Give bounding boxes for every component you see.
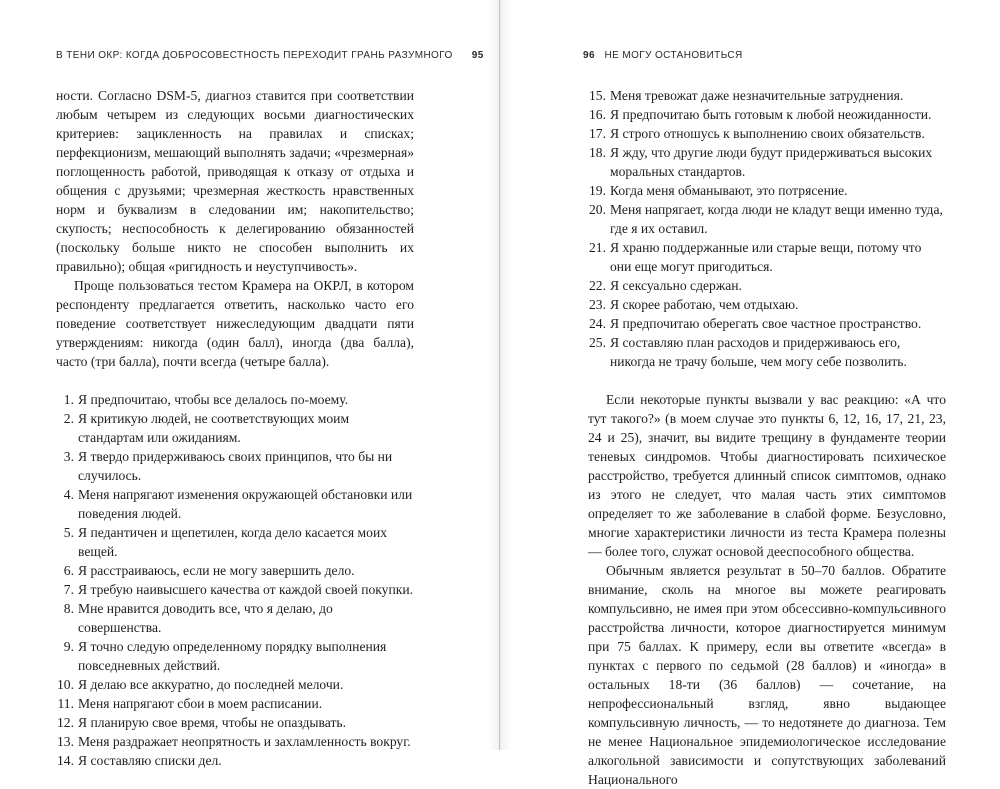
list-item-number: 24. — [589, 316, 606, 331]
list-item — [56, 485, 414, 523]
list-item-number: 11. — [57, 696, 74, 711]
list-item-text: Мне нравится доводить все, что я делаю, до совершенства. — [78, 601, 333, 635]
list-item-number: 9. — [63, 639, 74, 654]
right-list-spacer — [588, 371, 946, 390]
list-item-text: Когда меня обманывают, это потрясение. — [610, 183, 848, 198]
left-paragraph-1: ности. Согласно DSM-5, диагноз ставится при соответствии любым четырем из следующих восьми диагностических критериев: зацикленность на правилах и списках; перфекционизм, мешающий выполнять задачи; «чрезмерная» поглощенность работой, приводящая к отказу от отдыха и общения с друзьями; чрезмерная жесткость нравственных норм и буквализм в следовании им; накопительство; скупость; неспособность к делегированию обязанностей (поскольку больше никто не способен выполнить их правильно); общая «ригидность и неуступчивость». — [56, 88, 414, 274]
list-item-number: 25. — [589, 335, 606, 350]
gutter-shadow — [488, 0, 512, 750]
list-item-number: 15. — [589, 88, 606, 103]
list-item-text: Я предпочитаю оберегать свое частное пространство. — [610, 316, 922, 331]
gutter-line — [499, 0, 500, 750]
list-item — [56, 561, 414, 580]
left-paragraph-2: Проще пользоваться тестом Крамера на ОКРЛ, в котором респонденту предлагается ответить, насколько часто его поведение соответствует нижеследующим двадцати пяти утверждениям: никогда (один балл), иногда (два балла), часто (три балла), почти всегда (четыре балла). — [56, 278, 414, 369]
list-item-text: Я точно следую определенному порядку выполнения повседневных действий. — [78, 639, 387, 673]
left-chapter-title: В ТЕНИ ОКР: КОГДА ДОБРОСОВЕСТНОСТЬ ПЕРЕХОДИТ ГРАНЬ РАЗУМНОГО — [56, 50, 453, 61]
list-item-text: Меня раздражает неопрятность и захламленность вокруг. — [78, 734, 411, 749]
list-item-number: 21. — [589, 240, 606, 255]
list-item-number: 7. — [63, 582, 74, 597]
list-item-number: 17. — [589, 126, 606, 141]
list-item — [588, 143, 946, 181]
right-page-number: 96 — [583, 50, 595, 61]
list-item-text: Меня напрягают изменения окружающей обстановки или поведения людей. — [78, 487, 413, 521]
list-item — [588, 333, 946, 371]
list-item — [56, 713, 414, 732]
list-item — [588, 105, 946, 124]
list-item — [588, 314, 946, 333]
right-numbered-list — [588, 86, 946, 371]
left-list-spacer — [56, 371, 414, 390]
list-item-number: 8. — [63, 601, 74, 616]
list-item-number: 12. — [57, 715, 74, 730]
list-item — [56, 694, 414, 713]
list-item-text: Я требую наивысшего качества от каждой своей покупки. — [78, 582, 414, 597]
right-text-block — [588, 86, 946, 789]
list-item — [56, 580, 414, 599]
list-item — [56, 599, 414, 637]
list-item-text: Я расстраиваюсь, если не могу завершить дело. — [78, 563, 355, 578]
list-item-text: Я предпочитаю быть готовым к любой неожиданности. — [610, 107, 932, 122]
list-item — [56, 390, 414, 409]
list-item-text: Меня напрягает, когда люди не кладут вещи именно туда, где я их оставил. — [610, 202, 943, 236]
list-item — [588, 200, 946, 238]
list-item-text: Я скорее работаю, чем отдыхаю. — [610, 297, 799, 312]
list-item-number: 4. — [63, 487, 74, 502]
left-page — [0, 0, 500, 768]
list-item-text: Я педантичен и щепетилен, когда дело касается моих вещей. — [78, 525, 388, 559]
list-item-number: 13. — [57, 734, 74, 749]
list-item — [588, 295, 946, 314]
list-item — [56, 637, 414, 675]
right-paragraph-1: Если некоторые пункты вызвали у вас реакцию: «А что тут такого?» (в моем случае это пункты 6, 12, 16, 17, 21, 23, 24 и 25), значит, вы видите трещину в фундаменте теории теневых синдромов. Чтобы диагностировать психическое расстройство, требуется длинный список симптомов, однако из этого не следует, что малая часть этих симптомов определяет то же заболевание в слабой форме. Безусловно, многие характеристики личности из теста Крамера полезны — более того, служат основой дееспособного общества. — [588, 392, 946, 559]
left-page-number: 95 — [471, 50, 484, 61]
list-item-text: Я храню поддержанные или старые вещи, потому что они еще могут пригодиться. — [610, 240, 922, 274]
list-item — [56, 447, 414, 485]
list-item-number: 10. — [57, 677, 74, 692]
left-text-block — [56, 86, 414, 770]
list-item-text: Меня напрягают сбои в моем расписании. — [78, 696, 323, 711]
list-item — [56, 409, 414, 447]
list-item — [588, 86, 946, 105]
right-page — [500, 0, 1000, 787]
list-item-text: Я сексуально сдержан. — [610, 278, 742, 293]
list-item-text: Я составляю списки дел. — [78, 753, 222, 768]
list-item-text: Я делаю все аккуратно, до последней мелочи. — [78, 677, 344, 692]
list-item-number: 20. — [589, 202, 606, 217]
list-item-number: 14. — [57, 753, 74, 768]
right-book-title: НЕ МОГУ ОСТАНОВИТЬСЯ — [604, 50, 743, 61]
left-numbered-list — [56, 390, 414, 770]
list-item-number: 1. — [63, 392, 74, 407]
list-item-text: Я предпочитаю, чтобы все делалось по-моему. — [78, 392, 349, 407]
list-item-number: 2. — [63, 411, 74, 426]
list-item-text: Я составляю план расходов и придерживаюсь его, никогда не трачу больше, чем могу себе позволить. — [610, 335, 907, 369]
right-paragraph-2: Обычным является результат в 50–70 баллов. Обратите внимание, сколь на многое вы можете реагировать компульсивно, не имея при этом обсессивно-компульсивного расстройства личности, которое диагностируется минимум при 75 баллах. К примеру, если вы ответите «всегда» в пунктах с первого по седьмой (28 баллов) и «иногда» в остальных 18-ти (36 баллов) — сочетание, на непрофессиональный взгляд, явно выдающее компульсивную личность, — то недотянете до диагноза. Тем не менее Национальное эпидемиологическое исследование алкогольной зависимости и сопутствующих заболеваний Национального — [588, 563, 946, 787]
list-item-number: 19. — [589, 183, 606, 198]
left-running-head — [56, 50, 484, 61]
list-item — [588, 238, 946, 276]
list-item-number: 16. — [589, 107, 606, 122]
list-item — [56, 523, 414, 561]
list-item-text: Я строго отношусь к выполнению своих обязательств. — [610, 126, 925, 141]
list-item — [588, 181, 946, 200]
list-item-number: 5. — [63, 525, 74, 540]
list-item — [588, 276, 946, 295]
list-item — [588, 124, 946, 143]
list-item-number: 18. — [589, 145, 606, 160]
list-item — [56, 751, 414, 770]
list-item-number: 23. — [589, 297, 606, 312]
list-item-text: Я жду, что другие люди будут придерживаться высоких моральных стандартов. — [610, 145, 933, 179]
list-item-number: 22. — [589, 278, 606, 293]
right-running-head — [583, 50, 743, 61]
list-item-text: Я критикую людей, не соответствующих моим стандартам или ожиданиям. — [78, 411, 350, 445]
list-item-text: Я твердо придерживаюсь своих принципов, что бы ни случилось. — [78, 449, 393, 483]
list-item-text: Я планирую свое время, чтобы не опаздывать. — [78, 715, 347, 730]
list-item-number: 3. — [63, 449, 74, 464]
list-item — [56, 675, 414, 694]
list-item-number: 6. — [63, 563, 74, 578]
list-item-text: Меня тревожат даже незначительные затруднения. — [610, 88, 904, 103]
list-item — [56, 732, 414, 751]
